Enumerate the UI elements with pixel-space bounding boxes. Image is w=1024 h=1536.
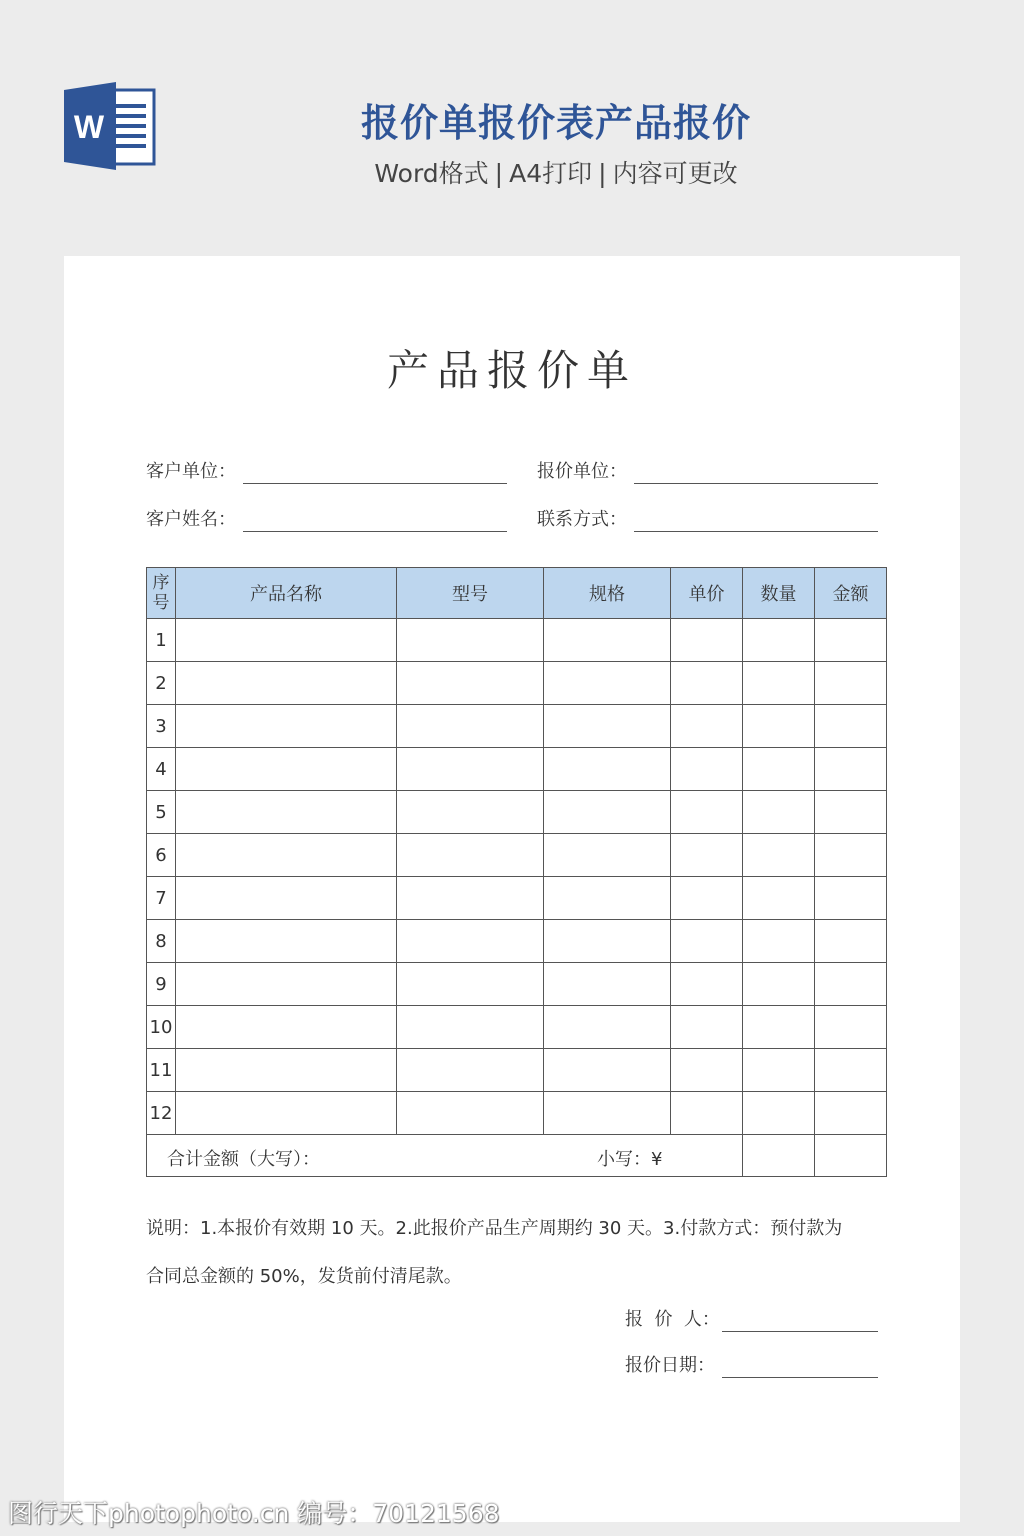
amount-cell[interactable] — [815, 1092, 887, 1135]
product-name-cell[interactable] — [176, 662, 397, 705]
amount-cell[interactable] — [815, 748, 887, 791]
spec-cell[interactable] — [544, 662, 671, 705]
total-quantity-cell[interactable] — [743, 1135, 815, 1177]
quantity-cell[interactable] — [743, 791, 815, 834]
product-name-cell[interactable] — [176, 834, 397, 877]
amount-cell[interactable] — [815, 619, 887, 662]
quote-date-field[interactable] — [625, 1352, 879, 1380]
seq-cell: 12 — [147, 1092, 176, 1135]
total-row — [147, 1135, 887, 1177]
quoter-label: 报 价 人： — [625, 1309, 720, 1330]
quantity-cell[interactable] — [743, 1049, 815, 1092]
contact-blank[interactable] — [634, 531, 878, 532]
table-row — [147, 834, 887, 877]
seq-cell: 9 — [147, 963, 176, 1006]
model-cell[interactable] — [397, 1049, 544, 1092]
spec-cell[interactable] — [544, 920, 671, 963]
amount-cell[interactable] — [815, 963, 887, 1006]
quote-unit-label: 报价单位： — [537, 461, 627, 482]
model-cell[interactable] — [397, 1092, 544, 1135]
amount-cell[interactable] — [815, 877, 887, 920]
table-row — [147, 877, 887, 920]
model-cell[interactable] — [397, 877, 544, 920]
unit-price-cell[interactable] — [671, 1092, 743, 1135]
total-upper-label: 合计金额（大写）： — [167, 1149, 320, 1170]
table-row — [147, 705, 887, 748]
customer-unit-field[interactable] — [146, 458, 508, 486]
quantity-cell[interactable] — [743, 1092, 815, 1135]
header-product-name: 产品名称 — [176, 568, 397, 619]
unit-price-cell[interactable] — [671, 1006, 743, 1049]
spec-cell[interactable] — [544, 963, 671, 1006]
unit-price-cell[interactable] — [671, 705, 743, 748]
notes-line-2: 合同总金额的 50%，发货前付清尾款。 — [146, 1266, 462, 1287]
quantity-cell[interactable] — [743, 662, 815, 705]
unit-price-cell[interactable] — [671, 963, 743, 1006]
quote-table — [146, 567, 887, 1177]
word-logo-letter: W — [73, 109, 105, 145]
table-row — [147, 748, 887, 791]
unit-price-cell[interactable] — [671, 662, 743, 705]
customer-unit-label: 客户单位： — [146, 461, 236, 482]
header-unit-price: 单价 — [671, 568, 743, 619]
unit-price-cell[interactable] — [671, 920, 743, 963]
quantity-cell[interactable] — [743, 834, 815, 877]
product-name-cell[interactable] — [176, 1092, 397, 1135]
spec-cell[interactable] — [544, 834, 671, 877]
quoter-blank[interactable] — [722, 1331, 878, 1332]
product-name-cell[interactable] — [176, 791, 397, 834]
customer-name-field[interactable] — [146, 506, 508, 534]
seq-cell: 11 — [147, 1049, 176, 1092]
table-row — [147, 1092, 887, 1135]
model-cell[interactable] — [397, 1006, 544, 1049]
unit-price-cell[interactable] — [671, 877, 743, 920]
quantity-cell[interactable] — [743, 619, 815, 662]
customer-name-label: 客户姓名： — [146, 509, 236, 530]
unit-price-cell[interactable] — [671, 1049, 743, 1092]
quoter-field[interactable] — [625, 1306, 879, 1334]
word-document-icon — [64, 82, 156, 170]
header-amount: 金额 — [815, 568, 887, 619]
banner-title: 报价单报价表产品报价 — [360, 101, 751, 145]
seq-cell: 8 — [147, 920, 176, 963]
spec-cell[interactable] — [544, 1092, 671, 1135]
contact-field[interactable] — [537, 506, 879, 534]
unit-price-cell[interactable] — [671, 748, 743, 791]
product-name-cell[interactable] — [176, 920, 397, 963]
product-name-cell[interactable] — [176, 877, 397, 920]
quote-unit-blank[interactable] — [634, 483, 878, 484]
table-header-row — [147, 568, 887, 619]
seq-cell: 5 — [147, 791, 176, 834]
unit-price-cell[interactable] — [671, 791, 743, 834]
document-title: 产品报价单 — [386, 346, 637, 395]
spec-cell[interactable] — [544, 619, 671, 662]
header-quantity: 数量 — [743, 568, 815, 619]
amount-cell[interactable] — [815, 920, 887, 963]
spec-cell[interactable] — [544, 791, 671, 834]
table-row — [147, 791, 887, 834]
seq-cell: 3 — [147, 705, 176, 748]
seq-cell: 1 — [147, 619, 176, 662]
quote-date-blank[interactable] — [722, 1377, 878, 1378]
model-cell[interactable] — [397, 705, 544, 748]
table-row — [147, 963, 887, 1006]
subtitle-format: Word格式 — [374, 159, 489, 188]
model-cell[interactable] — [397, 619, 544, 662]
banner-subtitle — [300, 154, 812, 190]
amount-cell[interactable] — [815, 705, 887, 748]
spec-cell[interactable] — [544, 1049, 671, 1092]
product-name-cell[interactable] — [176, 705, 397, 748]
product-name-cell[interactable] — [176, 963, 397, 1006]
table-row — [147, 920, 887, 963]
table-row — [147, 1049, 887, 1092]
model-cell[interactable] — [397, 791, 544, 834]
unit-price-cell[interactable] — [671, 619, 743, 662]
unit-price-cell[interactable] — [671, 834, 743, 877]
spec-cell[interactable] — [544, 1006, 671, 1049]
customer-name-blank[interactable] — [243, 531, 507, 532]
quantity-cell[interactable] — [743, 963, 815, 1006]
total-amount-cell[interactable] — [147, 1135, 743, 1177]
quantity-cell[interactable] — [743, 877, 815, 920]
table-row — [147, 662, 887, 705]
spec-cell[interactable] — [544, 705, 671, 748]
quantity-cell[interactable] — [743, 1006, 815, 1049]
subtitle-separator: | — [598, 159, 607, 188]
product-name-cell[interactable] — [176, 1006, 397, 1049]
watermark: 图行天下photophoto.cn 编号：70121568 — [8, 1499, 500, 1528]
seq-cell: 4 — [147, 748, 176, 791]
model-cell[interactable] — [397, 662, 544, 705]
quote-unit-field[interactable] — [537, 458, 879, 486]
spec-cell[interactable] — [544, 748, 671, 791]
model-cell[interactable] — [397, 963, 544, 1006]
amount-cell[interactable] — [815, 834, 887, 877]
seq-cell: 2 — [147, 662, 176, 705]
header-model: 型号 — [397, 568, 544, 619]
amount-cell[interactable] — [815, 791, 887, 834]
amount-cell[interactable] — [815, 1006, 887, 1049]
header-spec: 规格 — [544, 568, 671, 619]
spec-cell[interactable] — [544, 877, 671, 920]
notes-line-1: 说明：1.本报价有效期 10 天。2.此报价产品生产周期约 30 天。3.付款方式：预付款为 — [146, 1218, 843, 1239]
seq-cell: 10 — [147, 1006, 176, 1049]
seq-cell: 6 — [147, 834, 176, 877]
product-name-cell[interactable] — [176, 748, 397, 791]
subtitle-print: A4打印 — [509, 159, 593, 188]
model-cell[interactable] — [397, 834, 544, 877]
table-row — [147, 619, 887, 662]
seq-cell: 7 — [147, 877, 176, 920]
quote-date-label: 报价日期： — [625, 1355, 715, 1376]
amount-cell[interactable] — [815, 662, 887, 705]
quantity-cell[interactable] — [743, 748, 815, 791]
total-lower-label: 小写：¥ — [597, 1149, 663, 1170]
quantity-cell[interactable] — [743, 705, 815, 748]
subtitle-separator: | — [494, 159, 504, 188]
amount-cell[interactable] — [815, 1049, 887, 1092]
customer-unit-blank[interactable] — [243, 483, 507, 484]
product-name-cell[interactable] — [176, 619, 397, 662]
model-cell[interactable] — [397, 920, 544, 963]
total-sum-cell[interactable] — [815, 1135, 887, 1177]
contact-label: 联系方式： — [537, 509, 627, 530]
model-cell[interactable] — [397, 748, 544, 791]
subtitle-editable: 内容可更改 — [612, 159, 738, 188]
header-seq: 序 号 — [147, 568, 176, 619]
table-row — [147, 1006, 887, 1049]
product-name-cell[interactable] — [176, 1049, 397, 1092]
quantity-cell[interactable] — [743, 920, 815, 963]
